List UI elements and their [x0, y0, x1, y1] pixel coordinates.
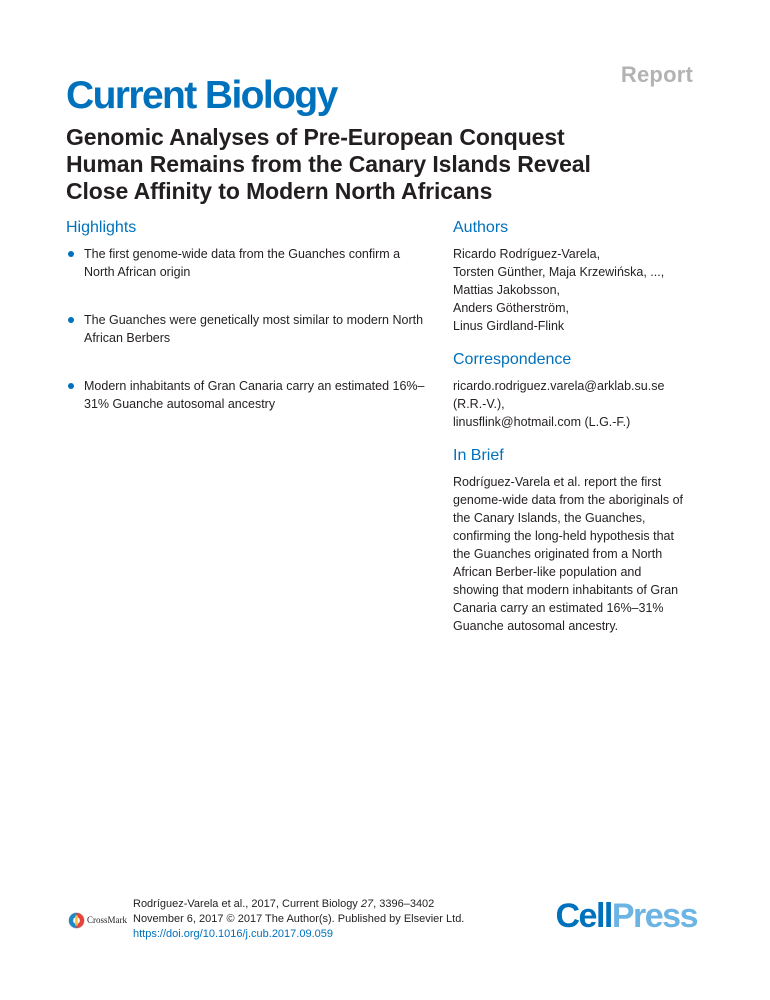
date-line: November 6, 2017 © 2017 The Author(s). Published by Elsevier Ltd. [133, 913, 465, 925]
citation-line [133, 897, 464, 912]
citation-volume: 27 [360, 898, 374, 910]
email-link[interactable]: ricardo.rodriguez.varela@arklab.su.se [453, 379, 665, 393]
correspondence-section [453, 351, 703, 431]
title-line-1: Genomic Analyses of Pre-European Conquest [66, 124, 565, 150]
highlight-item [66, 245, 441, 281]
author-line: Mattias Jakobsson, [453, 283, 560, 297]
cellpress-logo-press: Press [611, 897, 697, 935]
citation [133, 897, 464, 942]
author-list [453, 245, 703, 335]
citation-pages: , 3396–3402 [373, 898, 435, 910]
highlight-item [66, 377, 441, 413]
highlights-section [66, 219, 441, 443]
title-line-2: Human Remains from the Canary Islands Reveal [66, 151, 591, 177]
highlight-text: North African origin [84, 265, 191, 279]
in-brief-heading: In Brief [453, 447, 504, 464]
authors-heading: Authors [453, 219, 509, 236]
highlights-list [66, 245, 441, 413]
brief-line: Guanche autosomal ancestry. [453, 619, 619, 633]
brief-line: showing that modern inhabitants of Gran [453, 583, 679, 597]
brief-line: Rodríguez-Varela et al. report the first [453, 475, 662, 489]
brief-line: confirming the long-held hypothesis that [453, 529, 674, 543]
author-line: Anders Götherström, [453, 301, 570, 315]
correspondence-heading: Correspondence [453, 351, 572, 368]
crossmark-label: CrossMark [87, 915, 127, 925]
correspondence-text [453, 377, 703, 431]
cellpress-logo [556, 899, 698, 933]
bullet-icon [68, 251, 74, 257]
journal-name: Current Biology [66, 74, 337, 117]
author-line: Torsten Günther, Maja Krzewińska, ..., [453, 265, 665, 279]
email-initials: (R.R.-V.), [453, 397, 505, 411]
bullet-icon [68, 383, 74, 389]
in-brief-section [453, 447, 703, 635]
brief-line: genome-wide data from the aboriginals of [453, 493, 683, 507]
report-label: Report [620, 62, 693, 87]
highlight-text: Modern inhabitants of Gran Canaria carry an estimated 16%– [84, 379, 425, 393]
highlight-text: The first genome-wide data from the Guanches confirm a [84, 247, 401, 261]
in-brief-text [453, 473, 703, 635]
footer [66, 897, 706, 947]
brief-line: the Guanches originated from a North [453, 547, 663, 561]
sidebar-info [453, 219, 703, 635]
highlight-text: The Guanches were genetically most similar to modern North [84, 313, 424, 327]
highlight-item [66, 311, 441, 347]
highlight-text: 31% Guanche autosomal ancestry [84, 397, 276, 411]
brief-line: Canaria carry an estimated 16%–31% [453, 601, 664, 615]
cellpress-logo-cell: Cell [555, 897, 612, 935]
bullet-icon [68, 317, 74, 323]
author-line: Linus Girdland-Flink [453, 319, 565, 333]
authors-section [453, 219, 703, 335]
brief-line: African Berber-like population and [453, 565, 642, 579]
doi-link[interactable]: https://doi.org/10.1016/j.cub.2017.09.059 [133, 928, 333, 940]
citation-prefix: Rodríguez-Varela et al., 2017, Current Biology [133, 898, 361, 910]
author-line: Ricardo Rodríguez-Varela, [453, 247, 601, 261]
article-title [66, 124, 706, 205]
crossmark-icon [68, 912, 85, 929]
brief-line: the Canary Islands, the Guanches, [453, 511, 646, 525]
highlights-heading: Highlights [66, 219, 137, 236]
title-line-3: Close Affinity to Modern North Africans [66, 178, 493, 204]
highlight-text: African Berbers [84, 331, 171, 345]
email-link[interactable]: linusflink@hotmail.com (L.G.-F.) [453, 415, 631, 429]
crossmark-badge[interactable] [66, 911, 130, 931]
